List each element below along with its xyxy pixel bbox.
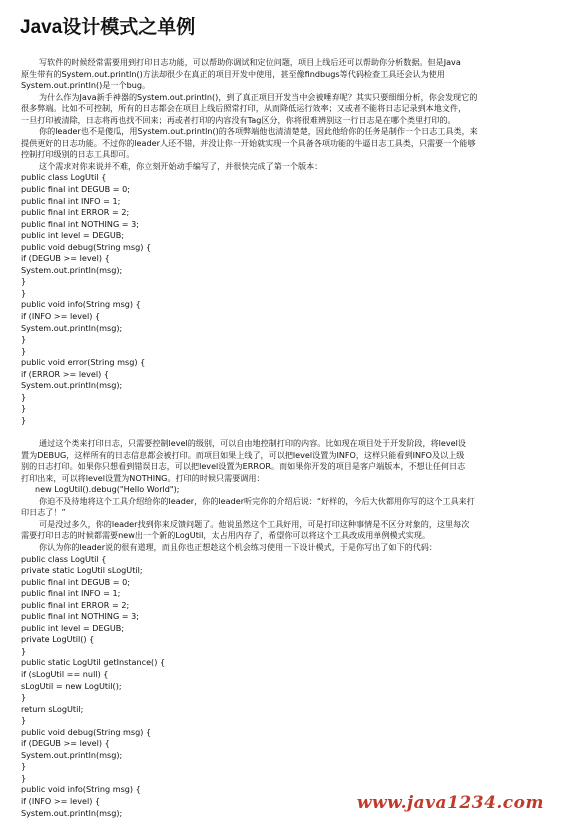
- text-line: 你认为你的leader说的很有道理，而且你也正想趁这个机会练习使用一下设计模式，于是你写出了如下的代码：: [39, 541, 437, 552]
- text-line: if (ERROR >= level) {: [21, 368, 110, 379]
- text-line: 原生带有的System.out.println()方法却很少在真正的项目开发中使用，甚至像findbugs等代码检查工具还会认为使用: [21, 68, 445, 79]
- text-line: public int level = DEGUB;: [21, 230, 125, 241]
- text-line: }: [21, 772, 27, 783]
- text-line: public void info(String msg) {: [21, 784, 141, 795]
- text-line: }: [21, 692, 27, 703]
- text-line: System.out.println(msg);: [21, 749, 123, 760]
- text-line: 控制打印级别的日志工具即可。: [21, 149, 135, 160]
- text-line: }: [21, 414, 27, 425]
- text-line: System.out.println()是一个bug。: [21, 80, 151, 91]
- text-line: public static LogUtil getInstance() {: [21, 657, 166, 668]
- text-line: public final int NOTHING = 3;: [21, 218, 140, 229]
- text-line: public void debug(String msg) {: [21, 726, 152, 737]
- text-line: 你迫不及待地将这个工具介绍给你的leader，你的leader听完你的介绍后说：“好样的，今后大伙都用你写的这个工具来打: [39, 495, 475, 506]
- text-line: public class LogUtil {: [21, 172, 107, 183]
- text-line: public void debug(String msg) {: [21, 241, 152, 252]
- text-line: if (sLogUtil == null) {: [21, 668, 109, 679]
- text-line: sLogUtil = new LogUtil();: [21, 680, 122, 691]
- text-line: public int level = DEGUB;: [21, 622, 125, 633]
- text-line: public void error(String msg) {: [21, 357, 146, 368]
- text-line: 写软件的时候经常需要用到打印日志功能，可以帮助你调试和定位问题，项目上线后还可以帮助你分析数据。但是Java: [39, 57, 461, 67]
- text-line: public final int NOTHING = 3;: [21, 611, 140, 622]
- text-line: }: [21, 761, 27, 772]
- page-title: Java设计模式之单例: [20, 17, 196, 38]
- text-line: }: [21, 287, 27, 298]
- text-line: 需要打印日志的时候都需要new出一个新的LogUtil，太占用内存了，希望你可以将这个工具改成用单例模式实现。: [21, 530, 431, 541]
- text-line: private LogUtil() {: [21, 634, 95, 645]
- text-line: public final int ERROR = 2;: [21, 207, 130, 218]
- text-line: public class LogUtil {: [21, 553, 107, 564]
- text-line: if (DEGUB >= level) {: [21, 738, 110, 749]
- blank-line: [21, 427, 553, 439]
- text-line: }: [21, 345, 27, 356]
- text-line: 很多弊端。比如不可控制，所有的日志都会在项目上线后照常打印，从而降低运行效率；又或者不能将日志记录到本地文件，: [21, 103, 467, 114]
- text-line: if (INFO >= level) {: [21, 311, 101, 322]
- text-line: System.out.println(msg);: [21, 807, 123, 818]
- text-line: }: [21, 391, 27, 402]
- text-line: 你的leader也不是傻瓜，用System.out.println()的各项弊端他也清清楚楚，因此他给你的任务是制作一个日志工具类，来: [39, 126, 478, 137]
- text-line: 可是没过多久，你的leader找到你来反馈问题了。他说虽然这个工具好用，可是打印这种事情是不区分对象的，这里每次: [39, 518, 470, 529]
- text-line: 打印出来，可以将level设置为NOTHING。打印的时候只需要调用：: [21, 472, 265, 483]
- text-line: 一旦打印被清除，日志将再也找不回来；再或者打印的内容没有Tag区分，你将很难辨别这一行日志是在哪个类里打印的。: [21, 114, 456, 125]
- text-line: public final int INFO = 1;: [21, 588, 121, 599]
- text-line: public final int INFO = 1;: [21, 195, 121, 206]
- text-line: }: [21, 334, 27, 345]
- text-line: public void info(String msg) {: [21, 299, 141, 310]
- text-line: public final int DEGUB = 0;: [21, 576, 130, 587]
- text-line: 为什么作为Java新手神器的System.out.println()，到了真正项目开发当中会被唾弃呢？其实只要细细分析，你会发现它的: [39, 91, 478, 102]
- text-line: public final int ERROR = 2;: [21, 599, 130, 610]
- text-line: }: [21, 645, 27, 656]
- text-line: return sLogUtil;: [21, 703, 84, 714]
- text-line: 提供更好的日志功能。不过你的leader人还不错，并没让你一开始就实现一个具备各项功能的牛逼日志工具类，只需要一个能够: [21, 137, 476, 148]
- text-line: }: [21, 715, 27, 726]
- text-line: System.out.println(msg);: [21, 380, 123, 391]
- text-line: System.out.println(msg);: [21, 322, 123, 333]
- document-body: [21, 57, 553, 819]
- text-line: 置为DEBUG，这样所有的日志信息都会被打印。而项目如果上线了，可以把level设置为INFO，这样只能看到INFO及以上级: [21, 449, 465, 460]
- text-line: public final int DEGUB = 0;: [21, 184, 130, 195]
- text-line: 通过这个类来打印日志，只需要控制level的级别，可以自由地控制打印的内容。比如现在项目处于开发阶段，将level设: [39, 438, 466, 449]
- text-line: }: [21, 403, 27, 414]
- text-line: new LogUtil().debug("Hello World");: [35, 484, 180, 495]
- text-line: private static LogUtil sLogUtil;: [21, 565, 143, 576]
- text-line: 别的日志打印。如果你只想看到错误日志，可以把level设置为ERROR。而如果你开发的项目是客户端版本，不想让任何日志: [21, 461, 466, 472]
- text-line: }: [21, 276, 27, 287]
- text-line: 印日志了！”: [21, 507, 66, 518]
- text-line: System.out.println(msg);: [21, 264, 123, 275]
- text-line: 这个需求对你来说并不难，你立刻开始动手编写了，并很快完成了第一个版本：: [39, 160, 323, 171]
- text-line: if (INFO >= level) {: [21, 796, 101, 806]
- text-line: if (DEGUB >= level) {: [21, 253, 110, 264]
- watermark: www.java1234.com: [356, 793, 544, 813]
